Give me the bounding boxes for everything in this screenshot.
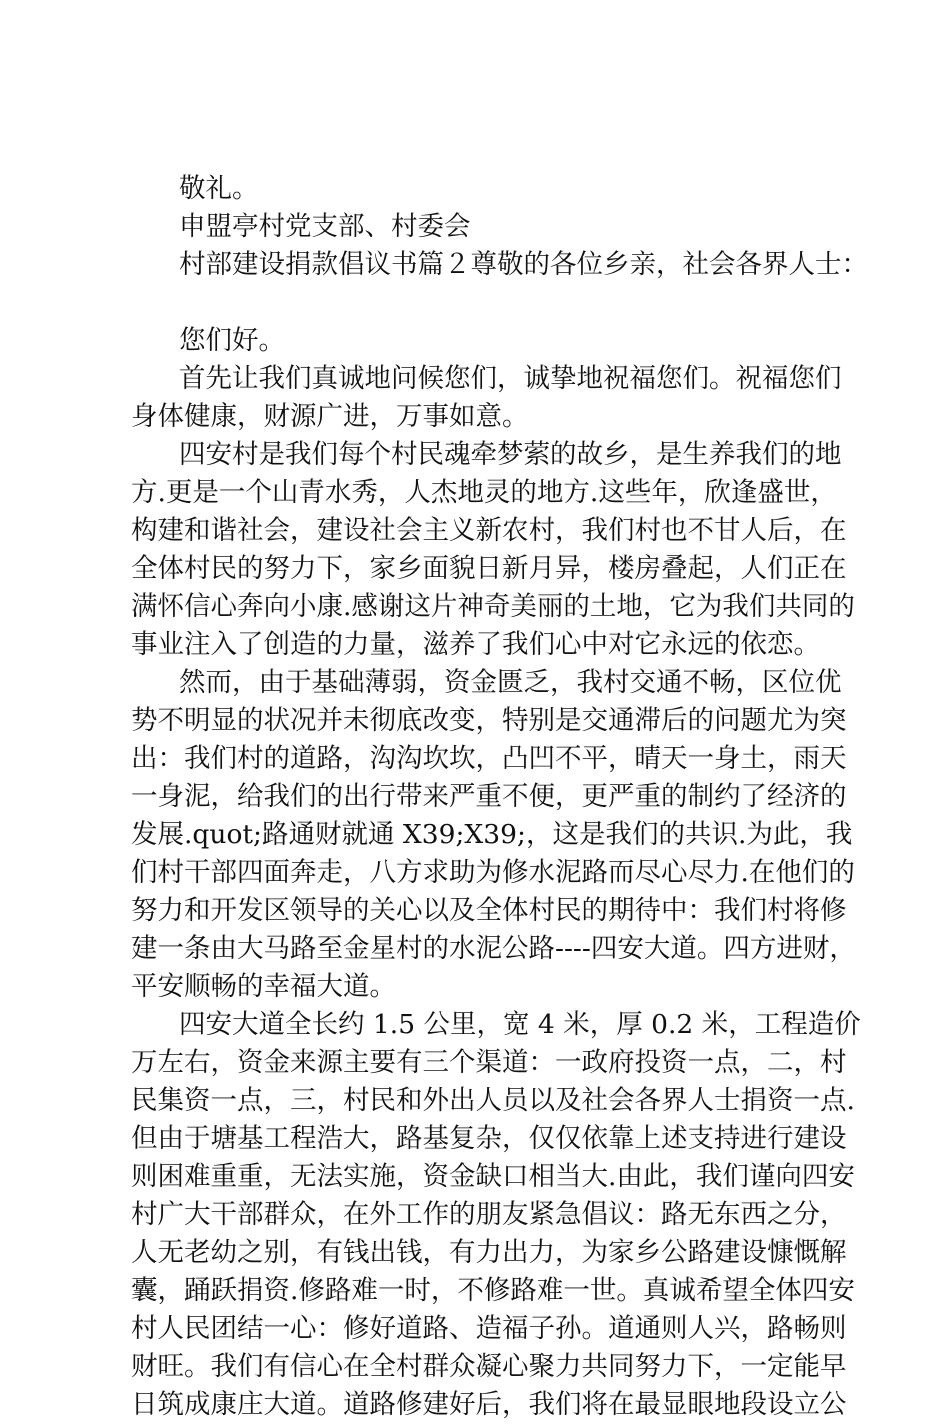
document-body [131,170,868,1424]
text-line: 四安大道全长约 1.5 公里，宽 4 米，厚 0.2 米，工程造价 [179,1009,861,1040]
text-line: 但由于塘基工程浩大，路基复杂，仅仅依靠上述支持进行建设 [131,1123,847,1154]
text-line: 敬礼。 [179,173,259,204]
text-line: 建一条由大马路至金星村的水泥公路----四安大道。四方进财， [131,933,856,964]
text-line: 首先让我们真诚地问候您们，诚挚地祝福您们。祝福您们 [179,363,842,394]
text-line: 您们好。 [179,325,285,356]
text-line: 然而，由于基础薄弱，资金匮乏，我村交通不畅，区位优 [179,667,842,698]
text-line: 出：我们村的道路，沟沟坎坎，凸凹不平，晴天一身土，雨天 [131,743,847,774]
text-line: 方.更是一个山青水秀，人杰地灵的地方.这些年，欣逢盛世， [131,477,837,508]
text-line: 则困难重重，无法实施，资金缺口相当大.由此，我们谨向四安 [131,1161,855,1192]
text-line: 们村干部四面奔走，八方求助为修水泥路而尽心尽力.在他们的 [131,857,855,888]
text-line: 万左右，资金来源主要有三个渠道：一政府投资一点，二，村 [131,1047,847,1078]
text-line: 日筑成康庄大道。道路修建好后，我们将在最显眼地段设立公 [131,1389,847,1420]
text-line: 民集资一点，三，村民和外出人员以及社会各界人士捐资一点. [131,1085,855,1116]
text-line: 事业注入了创造的力量，滋养了我们心中对它永远的依恋。 [131,629,820,660]
text-line: 村广大干部群众，在外工作的朋友紧急倡议：路无东西之分， [131,1199,847,1230]
blank-line [131,284,843,322]
text-line: 满怀信心奔向小康.感谢这片神奇美丽的土地，它为我们共同的 [131,591,855,622]
text-line: 村部建设捐款倡议书篇２尊敬的各位乡亲，社会各界人士： [179,249,868,280]
text-line: 囊，踊跃捐资.修路难一时，不修路难一世。真诚希望全体四安 [131,1275,855,1306]
text-line: 势不明显的状况并未彻底改变，特别是交通滞后的问题尤为突 [131,705,847,736]
text-line: 身体健康，财源广进，万事如意。 [131,401,529,432]
text-line: 四安村是我们每个村民魂牵梦萦的故乡，是生养我们的地 [179,439,842,470]
text-line: 发展.quot;路通财就通 X39;X39;，这是我们的共识.为此，我 [131,819,853,850]
text-line: 构建和谐社会，建设社会主义新农村，我们村也不甘人后，在 [131,515,847,546]
text-line: 平安顺畅的幸福大道。 [131,971,396,1002]
text-line: 一身泥，给我们的出行带来严重不便，更严重的制约了经济的 [131,781,847,812]
text-line: 全体村民的努力下，家乡面貌日新月异，楼房叠起，人们正在 [131,553,847,584]
text-line: 人无老幼之别，有钱出钱，有力出力，为家乡公路建设慷慨解 [131,1237,847,1268]
text-line: 财旺。我们有信心在全村群众凝心聚力共同努力下，一定能早 [131,1351,847,1382]
text-line: 申盟亭村党支部、村委会 [179,211,471,242]
text-line: 村人民团结一心：修好道路、造福子孙。道通则人兴，路畅则 [131,1313,847,1344]
text-line: 努力和开发区领导的关心以及全体村民的期待中：我们村将修 [131,895,847,926]
